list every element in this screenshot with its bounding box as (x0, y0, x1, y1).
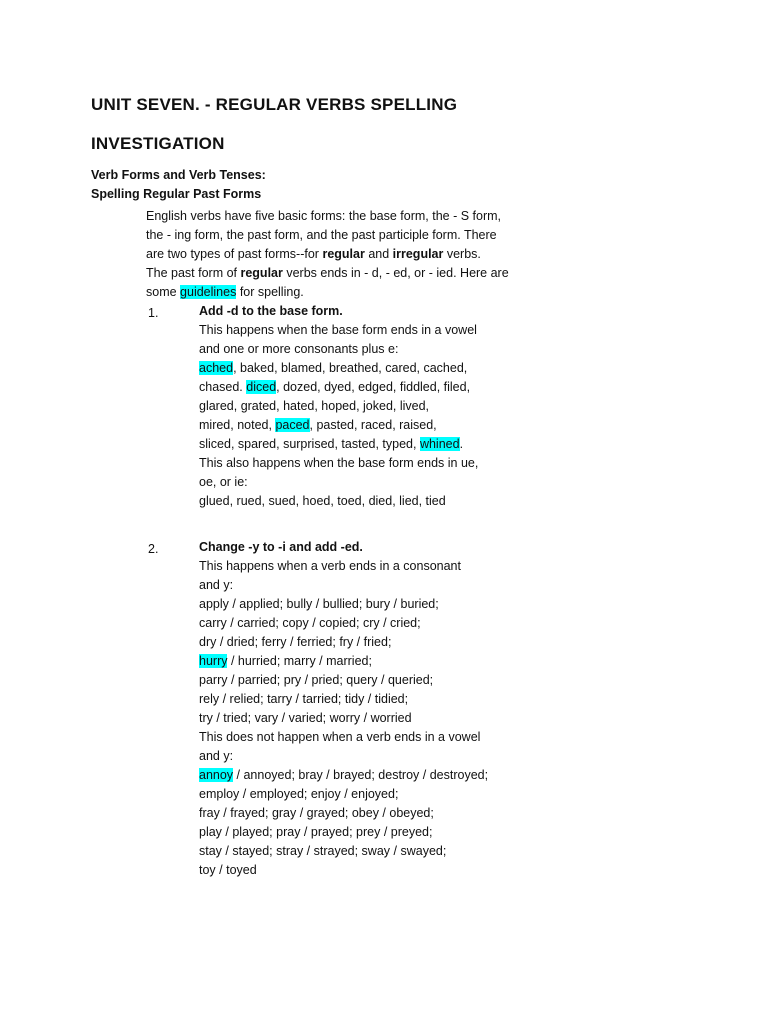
highlight-annoy: annoy (199, 768, 234, 782)
rule2-example: hurry / hurried; marry / married; (199, 654, 372, 668)
rule2-number: 2. (148, 542, 159, 556)
rule1-example: mired, noted, paced, pasted, raced, raised, (199, 418, 437, 432)
rule2-vowel-example: fray / frayed; gray / grayed; obey / obeyed; (199, 806, 434, 820)
rule1-also: oe, or ie: (199, 475, 248, 489)
rule2-note: This does not happen when a verb ends in a vowel (199, 730, 481, 744)
intro-line: English verbs have five basic forms: the base form, the - S form, (146, 209, 502, 223)
rule1-block (199, 302, 478, 511)
intro-line: The past form of regular verbs ends in - d, - ed, or - ied. Here are (146, 266, 509, 280)
rule2-vowel-example: stay / stayed; stray / strayed; sway / swayed; (199, 844, 447, 858)
rule2-example: dry / dried; ferry / ferried; fry / fried; (199, 635, 392, 649)
intro-paragraph (146, 207, 509, 302)
rule2-example: try / tried; vary / varied; worry / worried (199, 711, 412, 725)
rule1-heading: Add -d to the base form. (199, 304, 343, 318)
rule1-number: 1. (148, 306, 159, 320)
rule1-example: chased. diced, dozed, dyed, edged, fiddled, filed, (199, 380, 471, 394)
highlight-diced: diced (246, 380, 277, 394)
rule2-block (199, 538, 488, 880)
rule2-desc: This happens when a verb ends in a consonant (199, 559, 461, 573)
rule2-heading: Change -y to -i and add -ed. (199, 540, 363, 554)
rule2-vowel-example: play / played; pray / prayed; prey / preyed; (199, 825, 433, 839)
highlight-paced: paced (275, 418, 310, 432)
rule1-desc: This happens when the base form ends in a vowel (199, 323, 477, 337)
intro-line: some guidelines for spelling. (146, 285, 304, 299)
intro-line: are two types of past forms--for regular and irregular verbs. (146, 247, 481, 261)
rule2-example: carry / carried; copy / copied; cry / cried; (199, 616, 421, 630)
rule2-desc: and y: (199, 578, 234, 592)
rule1-example: sliced, spared, surprised, tasted, typed, whined. (199, 437, 464, 451)
rule1-example: glared, grated, hated, hoped, joked, lived, (199, 399, 430, 413)
rule2-vowel-example: toy / toyed (199, 863, 257, 877)
highlight-ached: ached (199, 361, 234, 375)
rule2-example: parry / parried; pry / pried; query / queried; (199, 673, 434, 687)
subheading-spelling: Spelling Regular Past Forms (91, 187, 262, 201)
rule2-note: and y: (199, 749, 234, 763)
rule2-vowel-example: annoy / annoyed; bray / brayed; destroy / destroyed; (199, 768, 489, 782)
intro-line: the - ing form, the past form, and the past participle form. There (146, 228, 497, 242)
rule1-desc: and one or more consonants plus e: (199, 342, 399, 356)
rule2-example: apply / applied; bully / bullied; bury / buried; (199, 597, 439, 611)
rule1-example: ached, baked, blamed, breathed, cared, cached, (199, 361, 468, 375)
rule1-also: This also happens when the base form ends in ue, (199, 456, 479, 470)
rule2-example: rely / relied; tarry / tarried; tidy / tidied; (199, 692, 409, 706)
highlight-hurry: hurry (199, 654, 228, 668)
highlight-guidelines: guidelines (180, 285, 237, 299)
page-title-line2: INVESTIGATION (91, 134, 225, 153)
rule2-vowel-example: employ / employed; enjoy / enjoyed; (199, 787, 399, 801)
page-title: UNIT SEVEN. - REGULAR VERBS SPELLING (91, 95, 458, 114)
subheading-verb-forms: Verb Forms and Verb Tenses: (91, 168, 266, 182)
rule1-also-examples: glued, rued, sued, hoed, toed, died, lied, tied (199, 494, 446, 508)
highlight-whined: whined (419, 437, 460, 451)
